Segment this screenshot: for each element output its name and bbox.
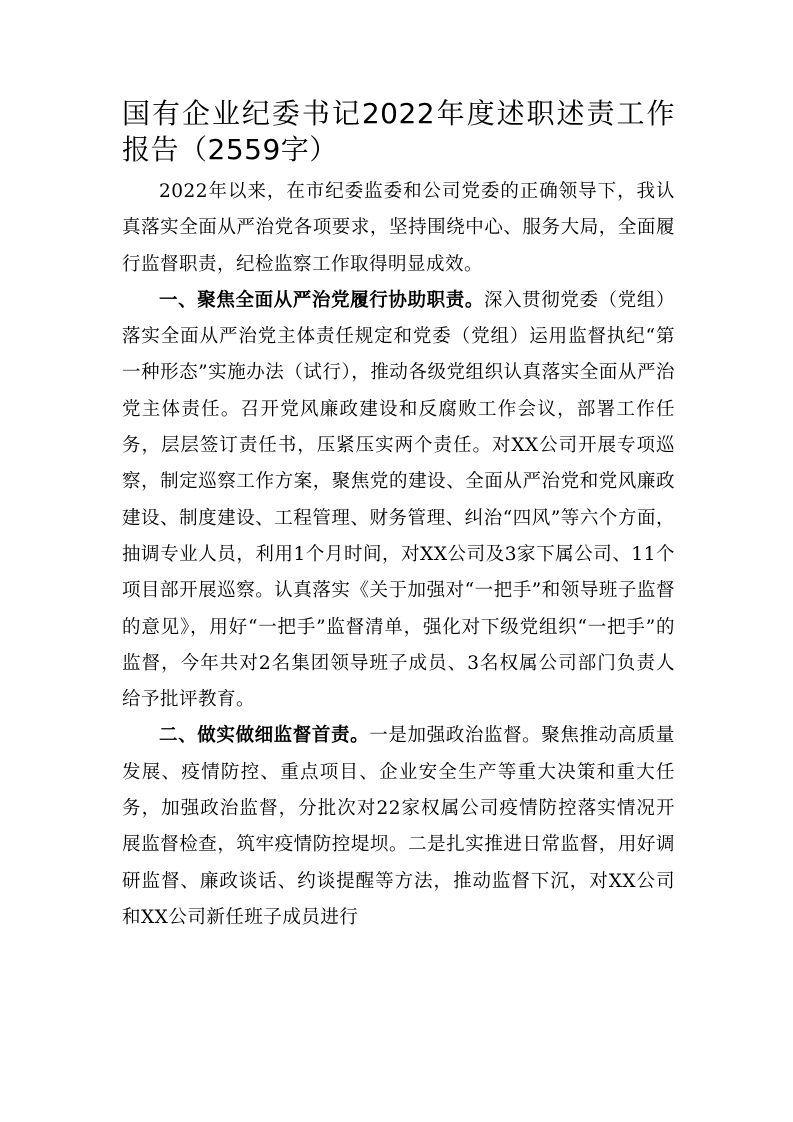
- section-2-body: 一是加强政治监督。聚焦推动高质量发展、疫情防控、重点项目、企业安全生产等重大决策和重大任务，加强政治监督，分批次对22家权属公司疫情防控落实情况开展监督检查，筑牢疫情防控堤坝。二是扎实推进日常监督，用好调研监督、廉政谈话、约谈提醒等方法，推动监督下沉，对XX公司和XX公司新任班子成员进行: [122, 725, 675, 928]
- intro-paragraph: 2022年以来，在市纪委监委和公司党委的正确领导下，我认真落实全面从严治党各项要求，坚持围绕中心、服务大局，全面履行监督职责，纪检监察工作取得明显成效。: [122, 181, 675, 275]
- section-1-body: 深入贯彻党委（党组）落实全面从严治党主体责任规定和党委（党组）运用监督执纪“第一种形态”实施办法（试行），推动各级党组织认真落实全面从严治党主体责任。召开党风廉政建设和反腐败工作会议，部署工作任务，层层签订责任书，压紧压实两个责任。对XX公司开展专项巡察，制定巡察工作方案，聚焦党的建设、全面从严治党和党风廉政建设、制度建设、工程管理、财务管理、纠治“四风”等六个方面，抽调专业人员，利用1个月时间，对XX公司及3家下属公司、11个项目部开展巡察。认真落实《关于加强对“一把手”和领导班子监督的意见》，用好“一把手”监督清单，强化对下级党组织“一把手”的监督，今年共对2名集团领导班子成员、3名权属公司部门负责人给予批评教育。: [122, 289, 675, 711]
- document-page: [122, 96, 675, 936]
- section-1-paragraph: [122, 283, 675, 719]
- section-2-heading: 二、做实做细监督首责。: [159, 725, 370, 747]
- section-2-paragraph: [122, 718, 675, 936]
- section-1-heading: 一、聚焦全面从严治党履行协助职责。: [159, 289, 484, 311]
- document-title: 国有企业纪委书记2022年度述职述责工作报告（2559字）: [122, 97, 675, 166]
